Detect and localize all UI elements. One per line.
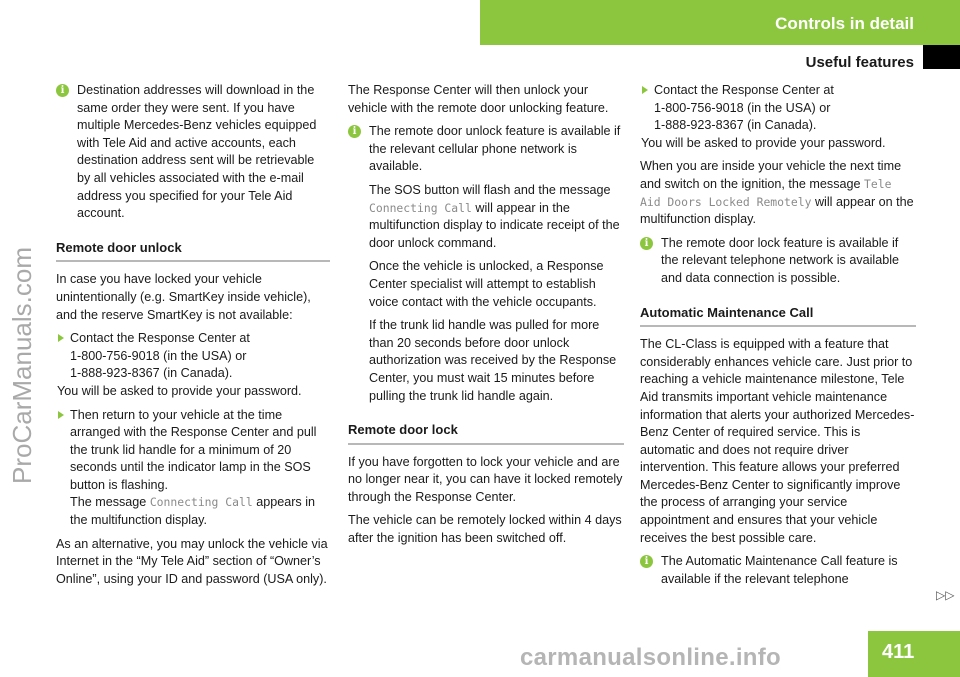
step-contact-center [640, 82, 916, 152]
message-pre: When you are inside your vehicle the next time and switch on the ignition, the message [640, 159, 902, 191]
step-line: Contact the Response Center at [70, 331, 250, 346]
phone-canada: 1-888-923-8367 (in Canada). [70, 366, 233, 381]
column-3 [640, 82, 916, 600]
info-icon: i [348, 125, 361, 138]
phone-usa: 1-800-756-9018 (in the USA) or [70, 348, 247, 363]
note-text: The Automatic Maintenance Call feature is available if the relevant telephone [661, 554, 898, 586]
info-note [348, 123, 624, 411]
step-note: You will be asked to provide your password. [57, 383, 302, 398]
side-watermark-text: ProCarManuals.com [6, 246, 37, 484]
info-icon: i [56, 84, 69, 97]
message-post: will appear in the multifunction display to indicate receipt of the door unlock command. [369, 200, 620, 250]
note-text: If the trunk lid handle was pulled for more than 20 seconds before door unlock authorization was received by the Response Center, you must wait 15 minutes before pulling the trunk lid handle again. [369, 318, 617, 403]
paragraph: As an alternative, you may unlock the vehicle via Internet in the “My Tele Aid” section of “Owner’s Online”, using your ID and password (USA only). [56, 536, 328, 586]
step-message [70, 494, 330, 529]
subsection-title: Useful features [805, 54, 914, 71]
section-header: Controls in detail [480, 0, 960, 45]
note-text: The remote door unlock feature is available if the relevant cellular phone network is available. [369, 124, 621, 174]
page-number: 411 [868, 631, 960, 677]
step-line: Contact the Response Center at [654, 83, 834, 97]
step-arrow-icon [58, 334, 64, 342]
heading-automatic-maintenance-call: Automatic Maintenance Call [640, 304, 916, 328]
phone-usa: 1-800-756-9018 (in the USA) or [654, 100, 831, 115]
message-post: will appear on the multifunction display. [640, 194, 914, 227]
paragraph: The vehicle can be remotely locked within 4 days after the ignition has been switched off. [348, 513, 622, 546]
message-post: appears in the multifunction display. [70, 495, 315, 528]
paragraph [640, 158, 916, 228]
column-2 [348, 82, 624, 554]
message-pre: The SOS button will flash and the message [369, 182, 611, 197]
info-icon: i [640, 237, 653, 250]
header-black-tab [923, 45, 960, 69]
step-arrow-icon [58, 411, 64, 419]
step-return-vehicle [56, 407, 330, 530]
continued-arrows-icon: ▷▷ [936, 588, 955, 602]
heading-remote-door-lock: Remote door lock [348, 421, 624, 445]
phone-canada: 1-888-923-8367 (in Canada). [654, 118, 817, 133]
note-text [369, 182, 624, 252]
note-text: Destination addresses will download in the same order they were sent. If you have multiple Mercedes-Benz vehicles equipped with Tele Aid and active accounts, each destination address sent will be retrievable by all vehicles associated with the e-mail address you specified for your Tele Aid account. [77, 83, 317, 221]
paragraph: The Response Center will then unlock your vehicle with the remote door unlocking feature. [348, 83, 609, 115]
display-message-code: Connecting Call [369, 200, 472, 215]
info-icon: i [640, 555, 653, 568]
message-pre: The message [70, 495, 147, 510]
footer-watermark: carmanualsonline.info [520, 644, 782, 671]
step-arrow-icon [642, 86, 648, 94]
step-contact-center [56, 330, 330, 400]
note-text: The remote door lock feature is available if the relevant telephone network is available and data connection is possible. [661, 235, 900, 285]
side-watermark [4, 70, 40, 660]
info-note [640, 553, 916, 594]
heading-remote-door-unlock: Remote door unlock [56, 239, 330, 263]
paragraph: In case you have locked your vehicle unintentionally (e.g. SmartKey inside vehicle), and the reserve SmartKey is not available: [56, 272, 311, 322]
note-text: Once the vehicle is unlocked, a Response Center specialist will attempt to establish voice contact with the vehicle occupants. [369, 259, 604, 309]
paragraph: The CL-Class is equipped with a feature that considerably enhances vehicle care. Just prior to reaching a vehicle maintenance milestone, Tele Aid transmits important vehicle maintenance information that alerts your authorized Mercedes-Benz Center of required service. This is automatic and does not require driver intervention. This feature allows your preferred Mercedes-Benz Center to significantly improve the process of arranging your service appointment and ensures that your vehicle receives the best possible care. [640, 337, 915, 545]
step-text: Then return to your vehicle at the time arranged with the Response Center and pull the trunk lid handle for a minimum of 20 seconds until the indicator lamp in the SOS button is flashing. [70, 407, 317, 492]
display-message-code: Tele Aid Doors Locked Remotely [640, 176, 892, 209]
info-note [640, 235, 916, 294]
info-note [56, 82, 330, 229]
paragraph: If you have forgotten to lock your vehicle and are no longer near it, you can have it locked remotely through the Response Center. [348, 454, 623, 504]
display-message-code: Connecting Call [149, 495, 253, 510]
step-note: You will be asked to provide your password. [641, 135, 886, 150]
column-1 [56, 82, 330, 594]
